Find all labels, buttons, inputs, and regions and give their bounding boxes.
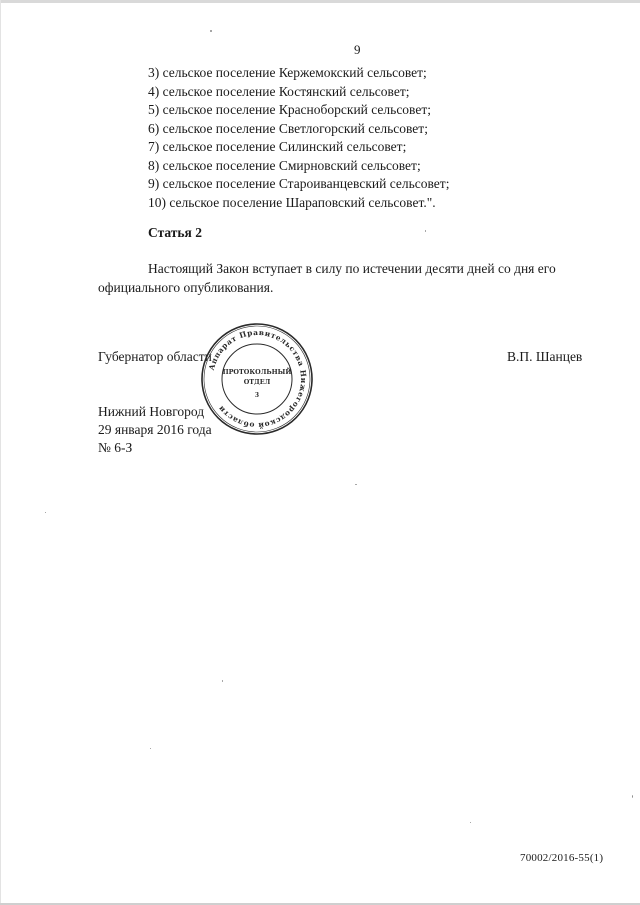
body-text: Настоящий Закон вступает в силу по истечении десяти дней со дня его официального опубликования. — [98, 261, 556, 295]
scan-top-edge — [0, 0, 640, 3]
stamp-center-line1: ПРОТОКОЛЬНЫЙ — [222, 368, 292, 376]
stamp-ring-text: Аппарат Правительства Нижегородской области — [206, 327, 309, 431]
scan-speck — [222, 680, 223, 682]
body-paragraph — [98, 260, 596, 297]
scan-speck — [150, 748, 151, 749]
list-item: 5) сельское поселение Красноборский сельсовет; — [148, 102, 431, 117]
law-number: № 6-З — [98, 440, 133, 455]
list-item: 4) сельское поселение Костянский сельсовет; — [148, 83, 410, 99]
list-item: 9) сельское поселение Староиванцевский сельсовет; — [148, 176, 450, 191]
list-item: 10) сельское поселение Шараповский сельсовет.". — [148, 194, 436, 210]
list-item: 8) сельское поселение Смирновский сельсовет; — [148, 157, 421, 173]
stamp-center-number: 3 — [254, 392, 260, 399]
page-number: 9 — [354, 42, 361, 57]
signature-label: Губернатор области — [98, 349, 212, 364]
official-seal-stamp — [199, 321, 315, 437]
scan-speck — [45, 512, 46, 513]
scan-left-edge — [0, 0, 1, 905]
scan-speck — [210, 30, 212, 32]
stamp-center-line2: ОТДЕЛ — [243, 378, 271, 386]
scan-speck — [425, 230, 426, 232]
list-item: 6) сельское поселение Светлогорский сельсовет; — [148, 120, 428, 136]
scan-speck — [355, 484, 357, 485]
article-title: Статья 2 — [148, 225, 202, 240]
settlement-list — [148, 64, 449, 212]
scan-speck — [632, 795, 633, 798]
signing-date: 29 января 2016 года — [98, 422, 212, 437]
list-item: 3) сельское поселение Кержемокский сельсовет; — [148, 65, 427, 80]
document-footer-code: 70002/2016-55(1) — [520, 852, 604, 864]
list-item: 7) сельское поселение Силинский сельсовет; — [148, 139, 407, 154]
place-of-signing: Нижний Новгород — [98, 404, 205, 419]
signatory-name: В.П. Шанцев — [507, 349, 583, 364]
scan-speck — [470, 822, 471, 823]
